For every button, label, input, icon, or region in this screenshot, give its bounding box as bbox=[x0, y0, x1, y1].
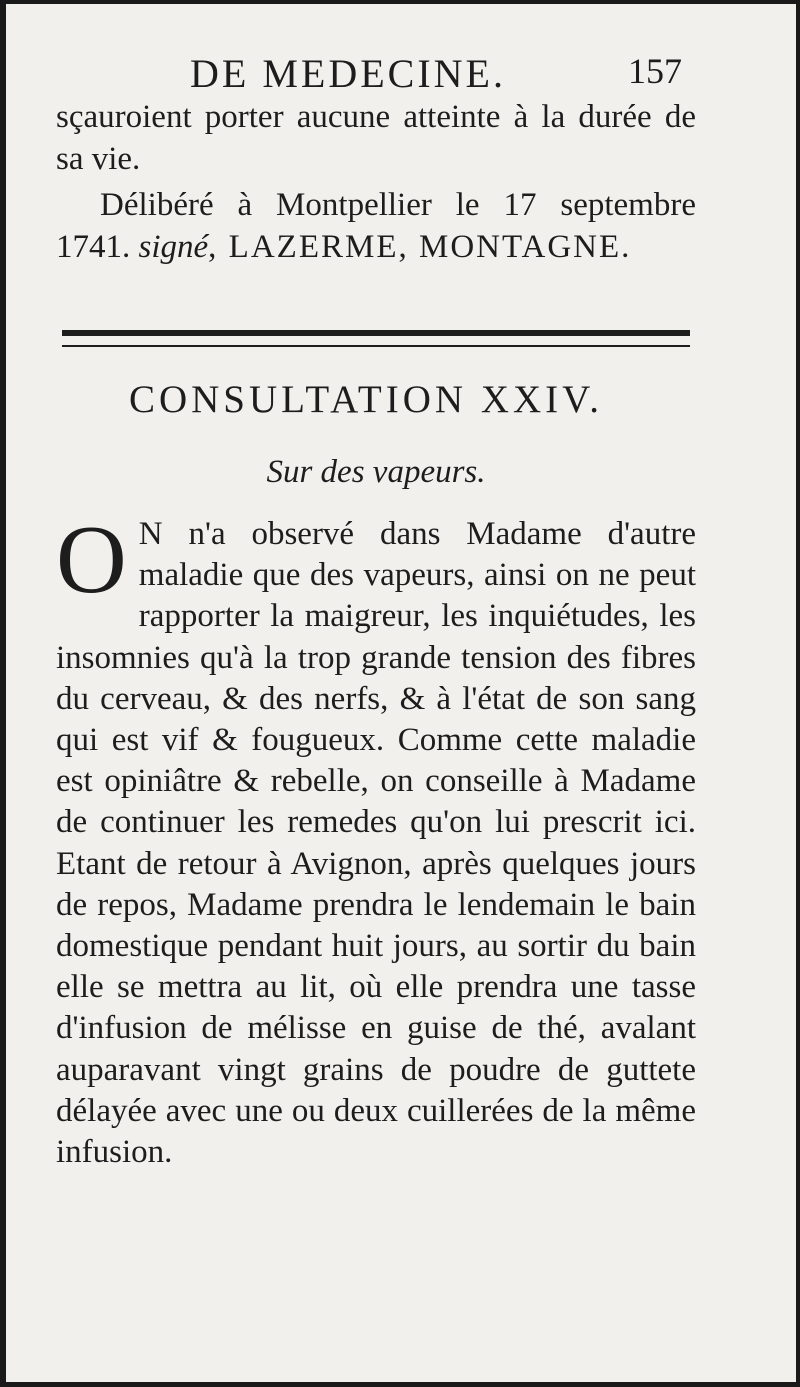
drop-cap: O bbox=[56, 506, 127, 614]
section-divider-thick bbox=[62, 330, 690, 336]
section-divider-thin bbox=[62, 345, 690, 347]
consultation-title: CONSULTATION XXIV. bbox=[128, 378, 604, 421]
previous-paragraph-end: sçauroient porter aucune atteinte à la durée de sa vie. bbox=[56, 99, 696, 177]
body-text: n'a observé dans Madame d'autre maladie que des vapeurs, ainsi on ne peut rapporter la maigreur, les inquiétudes, les insomnies qu'à la trop grande tension des fibres du cerveau, & des nerfs, & à l'état de son sang qui est vif & fougueux. Comme cette maladie est opiniâtre & rebelle, on conseille à Madame de continuer les remedes qu'on lui prescrit ici. Etant de retour à Avignon, après quelques jours de repos, Madame prendra le lendemain le bain domestique pendant huit jours, au sortir du bain elle se mettra au lit, où elle prendra une tasse d'infusion de mélisse en guise de thé, avalant auparavant vingt grains de poudre de guttete délayée avec une ou deux cuillerées de la même infusion. bbox=[56, 516, 697, 1171]
consultation-subtitle: Sur des vapeurs. bbox=[266, 454, 486, 490]
signature-paragraph bbox=[56, 184, 696, 268]
running-head: DE MEDECINE. bbox=[190, 51, 506, 96]
page-number: 157 bbox=[628, 51, 682, 91]
page-header bbox=[176, 50, 696, 100]
signature-text: Délibéré à Montpellier le 17 septembre 1741. bbox=[56, 187, 696, 265]
consultation-body bbox=[56, 506, 697, 1173]
book-page bbox=[6, 4, 796, 1382]
signatory-names: , LAZERME, MONTAGNE. bbox=[208, 229, 632, 265]
signed-word: signé bbox=[138, 229, 209, 265]
first-word: N bbox=[138, 516, 163, 552]
